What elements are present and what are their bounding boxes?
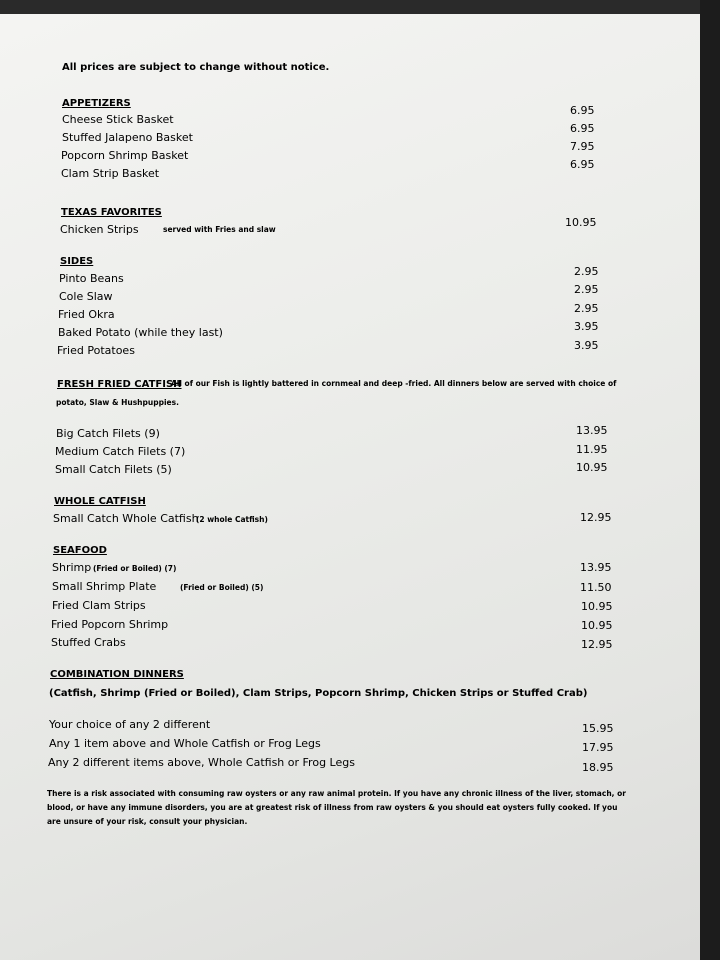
menu-item-price: 12.95: [580, 511, 612, 524]
menu-item-name: Fried Potatoes: [57, 344, 135, 357]
menu-item-name: Pinto Beans: [59, 272, 124, 285]
menu-item-name: Cole Slaw: [59, 290, 113, 303]
menu-item-price: 3.95: [574, 320, 599, 333]
menu-item-price: 15.95: [582, 722, 614, 735]
menu-item-name: Small Shrimp Plate: [52, 580, 157, 593]
menu-item-price: 13.95: [580, 561, 612, 574]
menu-item-price: 10.95: [581, 600, 613, 613]
menu-item-name: Chicken Strips: [60, 223, 139, 236]
menu-item-price: 10.95: [565, 216, 597, 229]
menu-item-name: Your choice of any 2 different: [49, 718, 211, 731]
menu-item-price: 2.95: [574, 265, 599, 278]
section-description: potato, Slaw & Hushpuppies.: [56, 398, 179, 407]
menu-item-note: (2 whole Catfish): [196, 515, 268, 524]
menu-item-price: 12.95: [581, 638, 613, 651]
menu-item-name: Popcorn Shrimp Basket: [61, 149, 189, 162]
section-description: (Catfish, Shrimp (Fried or Boiled), Clam Strips, Popcorn Shrimp, Chicken Strips or Stuffed Crab): [49, 688, 588, 699]
menu-item-name: Big Catch Filets (9): [56, 427, 160, 440]
menu-item-note: (Fried or Boiled) (5): [180, 583, 264, 592]
menu-item-name: Any 1 item above and Whole Catfish or Frog Legs: [49, 737, 321, 750]
menu-item-price: 13.95: [576, 424, 608, 437]
section-header-combination-dinners: COMBINATION DINNERS: [50, 669, 184, 680]
raw-oyster-warning: There is a risk associated with consuming raw oysters or any raw animal protein. If you have any chronic illness of the liver, stomach, or blood, or have any immune disorders, you are at greatest risk of illness from raw oysters & you should eat oysters fully cooked. If you are unsure of your risk, consult your physician.: [47, 789, 626, 826]
menu-item-name: Clam Strip Basket: [61, 167, 160, 180]
menu-item-price: 17.95: [582, 741, 614, 754]
section-header-seafood: SEAFOOD: [53, 545, 107, 556]
background-edge: [700, 0, 720, 960]
menu-item-name: Medium Catch Filets (7): [55, 445, 186, 458]
menu-item-price: 6.95: [570, 122, 595, 135]
menu-item-price: 10.95: [581, 619, 613, 632]
menu-item-name: Fried Popcorn Shrimp: [51, 618, 169, 631]
price-notice: All prices are subject to change without notice.: [62, 62, 330, 73]
menu-item-price: 11.95: [576, 443, 608, 456]
menu-item-price: 2.95: [574, 302, 599, 315]
menu-item-name: Baked Potato (while they last): [58, 326, 223, 339]
menu-item-name: Shrimp: [52, 561, 92, 574]
section-description: All of our Fish is lightly battered in cornmeal and deep -fried. All dinners below are served with choice of: [171, 379, 617, 388]
section-header-whole-catfish: WHOLE CATFISH: [54, 496, 146, 507]
section-header-appetizers: APPETIZERS: [62, 98, 131, 109]
menu-item-price: 6.95: [570, 104, 595, 117]
menu-item-price: 7.95: [570, 140, 595, 153]
menu-item-price: 3.95: [574, 339, 599, 352]
menu-item-name: Small Catch Filets (5): [55, 463, 172, 476]
menu-item-name: Small Catch Whole Catfish: [53, 512, 199, 525]
menu-item-price: 18.95: [582, 761, 614, 774]
menu-item-price: 11.50: [580, 581, 612, 594]
menu-item-note: served with Fries and slaw: [163, 225, 276, 234]
menu-item-name: Stuffed Jalapeno Basket: [62, 131, 193, 144]
menu-item-note: (Fried or Boiled) (7): [93, 564, 177, 573]
menu-item-price: 2.95: [574, 283, 599, 296]
menu-item-price: 10.95: [576, 461, 608, 474]
menu-item-name: Fried Clam Strips: [52, 599, 146, 612]
section-header-fresh-fried-catfish: FRESH FRIED CATFISH: [57, 379, 182, 390]
section-header-texas-favorites: TEXAS FAVORITES: [61, 207, 162, 218]
section-header-sides: SIDES: [60, 256, 94, 267]
menu-item-name: Fried Okra: [58, 308, 115, 321]
menu-item-name: Cheese Stick Basket: [62, 113, 174, 126]
menu-item-name: Any 2 different items above, Whole Catfish or Frog Legs: [48, 756, 355, 769]
menu-item-price: 6.95: [570, 158, 595, 171]
menu-item-name: Stuffed Crabs: [51, 636, 126, 649]
